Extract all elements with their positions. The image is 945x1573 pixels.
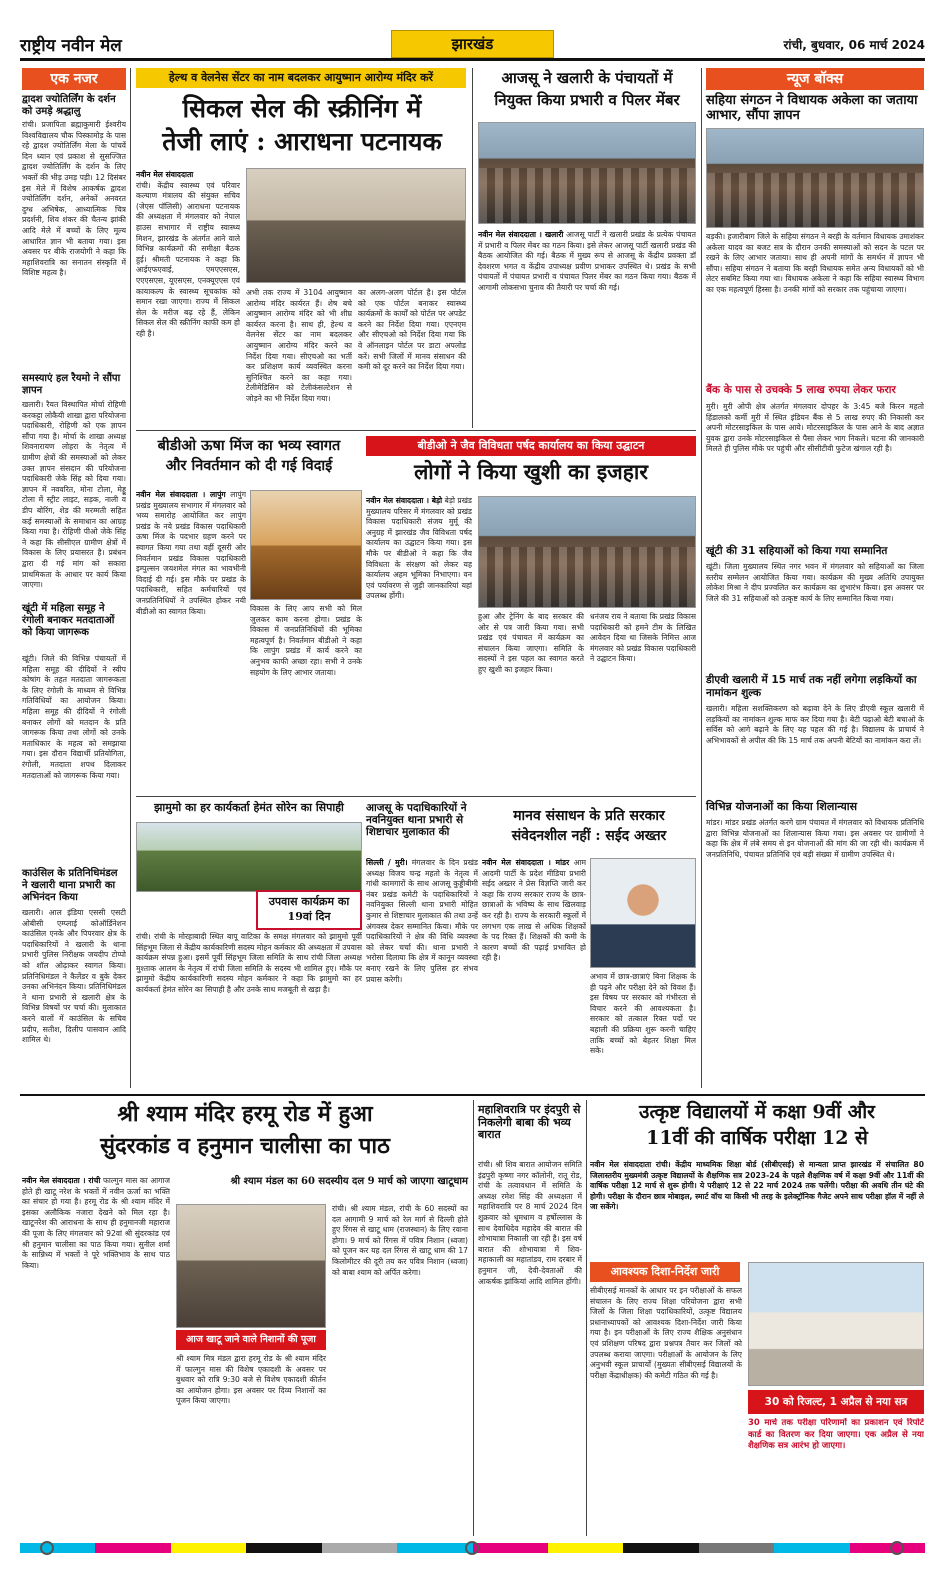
top-story-body-b: अभी तक राज्य में 3104 आयुष्मान आरोग्य मंदिर कार्यरत हैं। शेष बचे आयुष्मान आरोग्य मंदिर को भी शीघ्र कार्यरत करना है। साथ ही, हेल्थ व वेलनेस सेंटर का नाम बदलकर आयुष्मान आरोग्य मंदिर करने का निर्देश दिया गया। सीएचओ का भर्ती कर प्रशिक्षण कार्य व्यवस्थित करना सुनिश्चित करने का कहा गया। टेलीमेडिसिन को टेलीकंसल्टेशन से जोड़ने का भी निर्देश दिया गया। xyxy=(246,288,352,403)
brief-2-body: खलारी। रैयत विस्थापित मोर्चा रोहिणी करकट्टा लोकैयी शाखा द्वारा परियोजना पदाधिकारी, रोहिणी को एक ज्ञापन सौंपा गया है। मोर्चा के शाखा अध्यक्ष शिवनारायण लोहरा के नेतृत्व में ग्रामीण क्षेत्रों की समस्याओं को लेकर उक्त ज्ञापन संसदान की परियोजना पदाधिकारी जेके सिंह को दिया गया। ज्ञापन में नववरित, मोना टोला, मेड्डू टोला में स्ट्रीट लाइट, सड़क, नाली व डीप बोरिंग, शेड की मरम्मती सहित कई समस्याओं के समाधान का आग्रह किया गया है। रोहिणी पीओ जेके सिंह ने कहा कि सीसीएल ग्रामीण क्षेत्रों में विकास के लिए प्रयासरत है। प्रबंधन द्वारा दी गई मांग को सकारा प्राथमिकता के आधार पर कार्य किया जाएगा। xyxy=(22,400,126,590)
section-label: झारखंड xyxy=(391,30,555,58)
biodiversity-text-a: बेड़ो प्रखंड मुख्यालय परिसर में मंगलवार को प्रखंड विकास पदाधिकारी संजय मुर्मू की अनुग्रह में झारखंड जैव विविधता पर्षद कार्यालय का उद्घाटन किया गया। इस मौके पर बीडीओ ने कहा कि जैव विविधता के संरक्षण को लेकर यह कार्यालय अहम भूमिका निभाएगा। वन एवं पर्यावरण से जुड़ी जानकारियां यहां उपलब्ध होंगी। xyxy=(366,496,472,601)
exam-headline-1: उत्कृष्ट विद्यालयों में कक्षा 9वीं और xyxy=(639,1101,875,1123)
shyam-text-a: फाल्गुन मास का आगाज होते ही खाटू नरेश के भक्तों में नवीन ऊर्जा का भक्ति का संचार हो गया है। हरमू रोड के श्री श्याम मंदिर में इसका अलौकिक नजारा देखने को मिल रहा है। खाटूनरेश की आराधना के साथ ही हनुमानजी महाराज की पूजा के लिए मंगलवार को 92वां श्री सुंदरकांड एवं श्री हनुमान चालीसा का पाठ किया गया। सुनील शर्मा के सान्निध्य में भक्तों ने पूरे भक्तिभाव के साथ पाठ किया। xyxy=(22,1176,170,1270)
shivratri-headline: महाशिवरात्रि पर इंदपुरी से निकलेगी बाबा की भव्य बारात xyxy=(478,1103,581,1142)
registration-mark-right xyxy=(890,1541,904,1555)
newspaper-title: राष्ट्रीय नवीन मेल xyxy=(20,35,122,56)
ajsu-khalari-byline: नवीन मेल संवाददाता । खलारी xyxy=(478,230,564,239)
bdo-welcome-photo xyxy=(250,490,362,600)
jmm-headline: झामुमो का हर कार्यकर्ता हेमंत सोरेन का सिपाही xyxy=(154,801,344,814)
bdo-text-a: लापुंग प्रखंड मुख्यालय सभागार में मंगलवार को भव्य समारोह आयोजित कर लापुंग प्रखंड के नये प्रखंड विकास पदाधिकारी ऊषा मिंज के पदभार ग्रहण करने पर स्वागत किया गया तथा वहीं दूसरी ओर निवर्तमान प्रखंड विकास पदाधिकारी इम्पुल्सन जयशमेल मंगल का भावभीनी विदाई दी गई। इस मौके पर प्रखंड के पदाधिकारी, सहित कर्मचारियों एवं जनप्रतिनिधियों ने उपस्थित होकर नयी बीडीओ का स्वागत किया। xyxy=(136,490,246,616)
shilanyas-headline: विभिन्न योजनाओं का किया शिलान्यास xyxy=(706,800,858,813)
bank-theft-headline: बैंक के पास से उचक्के 5 लाख रुपया लेकर फरार xyxy=(706,384,896,396)
bdo-headline-1: बीडीओ ऊषा मिंज का भव्य स्वागत xyxy=(157,437,341,454)
ajsu-khalari-text: आजसू पार्टी ने खलारी प्रखंड के प्रत्येक पंचायत में प्रभारी व पिलर मेंबर का गठन किया। इसे लेकर आजसू पार्टी खलारी प्रखंड की बैठक आयोजित की गई। बैठक में मुख्य रूप से आजसू के केंद्रीय प्रवक्ता डॉ देवशरण भगत व केंद्रीय उपाध्यक्ष प्रवीण प्रभाकर उपस्थित थे। प्रखंड के सभी पंचायतों में पंचायत प्रभारी व पंचायत पिलर मेंबर का गठन किया गया। बैठक में आगामी लोकसभा चुनाव की तैयारी पर चर्चा की गई। xyxy=(478,230,696,292)
ajsu-thana-headline: आजसू के पदाधिकारियों ने नवनियुक्त थाना प्रभारी से शिष्टाचार मुलाकात की xyxy=(366,802,467,839)
biodiversity-headline: लोगों ने किया खुशी का इजहार xyxy=(414,459,648,484)
shilanyas-body: मांडर। मांडर प्रखंड अंतर्गत करगे ग्राम पंचायत में मंगलवार को विधायक प्रतिनिधि द्वारा विभिन्न योजनाओं का शिलान्यास किया गया। इस अवसर पर ग्रामीणों ने कहा कि क्षेत्र में लंबे समय से इन योजनाओं की मांग की जा रही थी। कार्यक्रम में जनप्रतिनिधि, पंचायत प्रतिनिधि एवं बड़ी संख्या में ग्रामीण उपस्थित थे। xyxy=(706,818,924,859)
brief-3-headline: खूंटी में महिला समूह ने रंगोली बनाकर मतदाताओं को किया जागरूक xyxy=(22,603,115,638)
mid-divider-2 xyxy=(136,796,696,797)
shyam-body-c: रांची। श्री श्याम मंडल, रांची के 60 सदस्यों का दल आगामी 9 मार्च को रेल मार्ग से दिल्ली होते हुए रिंगस से खाटू धाम (राजस्थान) के लिए रवाना होगा। 9 मार्च को रिंगस में पवित्र निशान (ध्वजा) को पूजन कर यह दल रिंगस से खाटू धाम की 17 किलोमीटर की दूरी तय कर पवित्र निशान (ध्वजा) को बाबा श्याम को अर्पित करेगा। xyxy=(332,1204,468,1277)
biodiversity-body-b: हुआ और ट्रेनिंग के बाद सरकार की ओर से पत्र जारी किया गया। सभी प्रखंड एवं पंचायत में कार्यक्रम का संचालन किया जाएगा। समिति के सदस्यों ने इस पहल का स्वागत करते हुए खुशी का इजहार किया। xyxy=(478,612,584,674)
brief-4-headline: काउंसिल के प्रतिनिधिमंडल ने खलारी थाना प्रभारी का अभिनंदन किया xyxy=(22,868,118,903)
brief-1-headline: द्वादश ज्योतिर्लिंग के दर्शन को उमड़े श्रद्धालु xyxy=(22,94,116,117)
ajsu-khalari-body xyxy=(478,230,696,420)
hr-body-a xyxy=(482,858,586,1088)
masthead xyxy=(20,30,925,58)
shivratri-body: रांची। श्री शिव बारात आयोजन समिति इंद्रपुरी कृष्णा नगर कॉलोनी, रातू रोड, रांची के तत्वावधान में समिति के अध्यक्ष रमेश सिंह की अध्यक्षता में महाशिवरात्रि पर 8 मार्च 2024 दिन शुक्रवार को धूमधाम व हर्षोल्लास के साथ देवाधिदेव महादेव की बारात की शोभायात्रा निकाली जा रही है। इस वर्ष बारात की शोभायात्रा में शिव-महाकाली का महातांडव, राम दरबार में हनुमान जी, देवी-देवताओं की आकर्षक झांकियां आदि शामिल होंगी। xyxy=(478,1160,582,1286)
top-story-body-a xyxy=(136,170,240,420)
brief-2-headline: समस्याएं हल रैयमो ने सौंपा ज्ञापन xyxy=(22,373,121,396)
mid-divider xyxy=(136,430,696,431)
exam-lead: नवीन मेल संवाददाता रांची। केंद्रीय माध्यमिक शिक्षा बोर्ड (सीबीएसई) से मान्यता प्राप्त झारखंड में संचालित 80 जिलास्तरीय मुख्यमंत्री उत्कृष्ट विद्यालयों के शैक्षणिक सत्र 2023-24 के पहले शैक्षणिक वर्ष में कक्षा 9वीं और 11वीं की वार्षिक परीक्षा 12 मार्च से शुरू होगी। ये परीक्षाएं 12 से 22 मार्च 2024 तक चलेंगी। परीक्षा की अवधि तीन घंटे की होगी। परीक्षा के दौरान छात्र मोबाइल, स्मार्ट वॉच या किसी भी तरह के इलेक्ट्रॉनिक गैजेट अपने साथ परीक्षा हॉल में नहीं ले जा सकेंगे। xyxy=(590,1160,924,1212)
top-story-body-c: का अलग-अलग पोर्टल है। इस पोर्टल को एक पोर्टल बनाकर स्वास्थ्य कार्यक्रमों के कार्यों को पोर्टल पर अपडेट करने का निर्देश दिया गया। एएनएम और सीएचओ को निर्देश दिया गया कि वे ऑनलाइन पोर्टल पर डाटा अपलोड करें। सभी जिलों में मानव संसाधन की कमी को दूर करने का निर्देश दिया गया। xyxy=(358,288,466,372)
bdo-body-a xyxy=(136,490,246,790)
shyam-headline-2: सुंदरकांड व हनुमान चालीसा का पाठ xyxy=(100,1133,390,1159)
nishan-puja-caption: आज खाटू जाने वाले निशानों की पूजा xyxy=(176,1330,326,1350)
spokesperson-portrait xyxy=(590,858,696,968)
biodiversity-kicker: बीडीओ ने जैव विविधता पर्षद कार्यालय का किया उद्घाटन xyxy=(366,436,696,456)
hr-text-a: आम आदमी पार्टी के प्रदेश मीडिया प्रभारी सईद अख्तर ने प्रेस विज्ञप्ति जारी कर कहा कि राज्य सरकार राज्य के छात्र-छात्राओं के भविष्य के साथ खिलवाड़ कर रही है। राज्य के सरकारी स्कूलों में लगभग एक लाख से अधिक शिक्षकों के पद रिक्त हैं। शिक्षकों की कमी के कारण बच्चों की पढ़ाई प्रभावित हो रही है। xyxy=(482,858,586,963)
left-column-rule xyxy=(130,68,131,1088)
exam-headline-2: 11वीं की वार्षिक परीक्षा 12 से xyxy=(646,1127,868,1149)
brief-4-body: खलारी। आल इंडिया एससी एसटी ओबीसी एम्प्लाई कोऑर्डिनेशन काउंसिल एनके और पिपरवार क्षेत्र के पदाधिकारियों ने खलारी के थाना प्रभारी पुलिस निरीक्षक जयदीप टोप्पो को शॉल ओढ़ाकर स्वागत किया। प्रतिनिधिमंडल ने कैलेंडर व बुके देकर उनका अभिनंदन किया। प्रतिनिधिमंडल ने थाना प्रभारी से खलारी क्षेत्र के विभिन्न विषयों पर चर्चा की। मुलाकात करने वालों में काउंसिल के सचिव प्रदीप, सतीश, दिलीप पासवान आदि शामिल थे। xyxy=(22,908,126,1045)
shyam-body-a xyxy=(22,1176,170,1536)
shyam-headline-1: श्री श्याम मंदिर हरमू रोड में हुआ xyxy=(117,1101,373,1127)
ajsu-thana-body xyxy=(366,858,478,1088)
ajsu-khalari-headline-1: आजसू ने खलारी के पंचायतों में xyxy=(501,69,673,87)
registration-mark-left xyxy=(40,1541,54,1555)
bottom-rule-2 xyxy=(586,1100,587,1536)
center-rule-1 xyxy=(472,68,473,428)
top-story-kicker: हेल्थ व वेलनेस सेंटर का नाम बदलकर आयुष्मान आरोग्य मंदिर करें xyxy=(136,68,466,88)
hr-headline-1: मानव संसाधन के प्रति सरकार xyxy=(513,808,665,824)
dav-body: खलारी। महिला सशक्तिकरण को बढ़ावा देने के लिए डीएवी स्कूल खलारी में लड़कियों का नामांकन शुल्क माफ कर दिया गया है। बेटी पढ़ाओ बेटी बचाओ के सर्विस को आगे बढ़ाने के लिए यह पहल की गई है। विद्यालय के प्राचार्य ने अभिभावकों से अपील की कि 15 मार्च तक अपनी बेटियों का नामांकन करा लें। xyxy=(706,704,924,745)
dateline: रांची, बुधवार, 06 मार्च 2024 xyxy=(783,37,925,52)
sahiya-photo xyxy=(706,128,924,228)
top-story-byline: नवीन मेल संवाददाता xyxy=(136,170,194,179)
biodiversity-body-a xyxy=(366,496,472,790)
dav-headline: डीएवी खलारी में 15 मार्च तक नहीं लगेगा लड़कियों का नामांकन शुल्क xyxy=(706,674,917,699)
news-box-header: न्यूज बॉक्स xyxy=(706,68,924,90)
hr-headline-2: संवेदनशील नहीं : सईद अख्तर xyxy=(511,828,667,844)
meeting-photo xyxy=(246,168,466,283)
school-photo xyxy=(748,1262,924,1386)
shyam-body-b: श्री श्याम मित्र मंडल द्वारा हरमू रोड के श्री श्याम मंदिर में फाल्गुन मास की विशेष एकादशी के अवसर पर बुधवार को रात्रि 9:30 बजे से विशेष एकादशी कीर्तन का आयोजन होगा। इस अवसर पर दिव्य निशानों का पूजन किया जाएगा। xyxy=(176,1354,326,1406)
guidelines-header: आवश्यक दिशा-निर्देश जारी xyxy=(590,1262,740,1282)
biodiversity-body-c: धनंजय राय ने बताया कि प्रखंड विकास पदाधिकारी को हमने टीम के लिखित आवेदन दिया था जिसके निमित्त आज मंगलवार को प्रखंड विकास पदाधिकारी ने उद्घाटन किया। xyxy=(590,612,696,664)
khunti-sahiya-body: खूंटी। जिला मुख्यालय स्थित नगर भवन में मंगलवार को सहियाओं का जिला स्तरीय सम्मेलन आयोजित किया गया। कार्यक्रम की मुख्य अतिथि उपायुक्त लोकेश मिश्रा ने दीप प्रज्वलित कर कार्यक्रम का शुभारंभ किया। इस अवसर पर जिले की 31 सहियाओं को उत्कृष्ट कार्य के लिए सम्मानित किया गया। xyxy=(706,562,924,603)
sahiya-headline: सहिया संगठन ने विधायक अकेला का जताया आभार, सौंपा ज्ञापन xyxy=(706,93,918,123)
top-story-text-a: रांची। केंद्रीय स्वास्थ्य एवं परिवार कल्याण मंत्रालय की संयुक्त सचिव (जेएस पॉलिसी) आराधना पटनायक की अध्यक्षता में मंगलवार को नेपाल हाउस सभागार में राष्ट्रीय स्वास्थ्य मिशन, झारखंड के अंतर्गत आने वाले विभिन्न कार्यक्रमों की समीक्षा बैठक हुई। श्रीमती पटनायक ने कहा कि आईएफएवाई, एमएएसएस, एएएसएस, यूएसएस, एनक्यूएएस एवं कायाकल्प के स्वास्थ्य सूचकांक को समान रखा जाएगा। राज्य में सिकल सेल के मरीज बढ़ रहे हैं, लेकिन सिकल सेल की स्क्रीनिंग काफी कम हो रही है। xyxy=(136,180,240,338)
result-body: 30 मार्च तक परीक्षा परिणामों का प्रकाशन एवं रिपोर्ट कार्ड का वितरण कर दिया जाएगा। एक अप्रैल से नया शैक्षणिक सत्र आरंभ हो जाएगा। xyxy=(748,1418,924,1451)
sahiya-body: बड़की। हजारीबाग जिले के सहिया संगठन ने बरही के वर्तमान विधायक उमाशंकर अकेला यादव का बजट सत्र के दौरान उनकी समस्याओं को सदन के पटल पर रखने के लिए आभार जताया। साथ ही अपनी मांगों के समर्थन में ज्ञापन भी सौंपा। सहिया संगठन ने बताया कि बरही विधायक समेत अन्य विधायकों को भी लेटर सबमिट किया गया था। विधायक अकेला ने कहा कि सहिया स्वास्थ्य विभाग का एक महत्वपूर्ण हिस्सा है। उनकी मांगों को सरकार तक पहुंचाया जाएगा। xyxy=(706,232,924,294)
bdo-headline-2: और निवर्तमान को दी गई विदाई xyxy=(165,457,333,474)
ajsu-thana-byline: सिल्ली / मुरी। xyxy=(366,858,408,867)
registration-mark-center xyxy=(465,1541,479,1555)
result-badge: 30 को रिजल्ट, 1 अप्रैल से नया सत्र xyxy=(748,1390,924,1414)
guidelines-body: सीबीएसई मानकों के आधार पर इन परीक्षाओं के सफल संचालन के लिए राज्य शिक्षा परियोजना द्वारा सभी जिलों के जिला शिक्षा पदाधिकारियों, उत्कृष्ट विद्यालय प्रधानाध्यापकों को आवश्यक दिशा-निर्देश जारी किया गया है। इन परीक्षाओं के लिए राज्य शैक्षिक अनुसंधान एवं प्रशिक्षण परिषद द्वारा प्रश्नपत्र तैयार कर जिलों को उपलब्ध कराया जाएगा। परीक्षाओं के आयोजन के लिए अनुभवी स्कूल प्राचार्यों (मुख्यतः सीबीएसई विद्यालयों के परीक्षा केंद्राधीक्षक) की कमेटी गठित की गई है। xyxy=(590,1286,742,1380)
ajsu-meeting-photo xyxy=(478,122,696,224)
bank-theft-body: मुरी। मुरी ओपी क्षेत्र अंतर्गत मंगलवार दोपहर के 3:45 बजे किरन महतो हिंडालको कर्मी मुरी में स्थित इंडियन बैंक से 5 लाख रुपए की निकासी कर अपनी मोटरसाइकिल के पास आये। मोटरसाइकिल के पास आने के बाद अज्ञात युवक द्वारा उनके मोटरसाइकिल से पैसा लेकर भाग निकले। घटना की जानकारी मिलते ही पुलिस मौके पर पहुंची और सीसीटीवी फुटेज खंगाल रही है। xyxy=(706,402,924,454)
bottom-rule-1 xyxy=(473,1100,474,1536)
top-story-headline-2: तेजी लाएं : आराधना पटनायक xyxy=(162,127,442,156)
jmm-caption: उपवास कार्यक्रम का 19वां दिन xyxy=(256,890,362,930)
bdo-body-b: विकास के लिए आप सभी को मिल जुलकर काम करना होगा। प्रखंड के विकास में जनप्रतिनिधियों की भूमिका महत्वपूर्ण है। निवर्तमान बीडीओ ने कहा कि लापुंग प्रखंड में कार्य करने का अनुभव काफी अच्छा रहा। सभी ने उनके सहयोग के लिए आभार जताया। xyxy=(250,604,362,677)
center-rule-2 xyxy=(701,68,702,1088)
ajsu-thana-text: मंगलवार के दिन प्रखंड अध्यक्ष विजय चन्द्र महतो के नेतृत्व में गांधी कामगारों के साथ आजसू कुड्डीबीमी नंबर प्रखंड कमेटी के पदाधिकारियों ने नवनियुक्त सिल्ली थाना प्रभारी मोहित कुमार से शिष्टाचार मुलाकात की तथा उन्हें अंगवस्त्र देकर सम्मानित किया। मौके पर पदाधिकारियों ने क्षेत्र की विधि व्यवस्था को लेकर चर्चा की। थाना प्रभारी ने भरोसा दिलाया कि क्षेत्र में कानून व्यवस्था बनाए रखने के लिए पुलिस हर संभव प्रयास करेगी। xyxy=(366,858,478,984)
biodiversity-photo xyxy=(478,496,696,608)
biodiversity-byline: नवीन मेल संवाददाता । बेड़ो xyxy=(366,496,443,505)
ajsu-khalari-headline-2: नियुक्त किया प्रभारी व पिलर मेंबर xyxy=(494,91,680,109)
hr-body-b: अभाव में छात्र-छात्राएं बिना शिक्षक के ही पढ़ने और परीक्षा देने को विवश हैं। इस विषय पर सरकार को गंभीरता से विचार करने की आवश्यकता है। सरकार को तत्काल रिक्त पदों पर बहाली की प्रक्रिया शुरू करनी चाहिए ताकि बच्चों को बेहतर शिक्षा मिल सके। xyxy=(590,972,696,1056)
bottom-section-rule xyxy=(20,1094,925,1096)
brief-3-body: खूंटी। जिले की विभिन्न पंचायतों में महिला समूह की दीदियों ने स्वीप कोषांग के तहत मतदाता जागरूकता के लिए रंगोली के माध्यम से विभिन्न गतिविधियों का आयोजन किया। महिला समूह की दीदियों ने रंगोली बनाकर लोगों को मतदान के प्रति जागरूक किया तथा लोगों को उनके मताधिकार के महत्व को समझाया गया। इस दौरान विद्यार्थी प्रतियोगिता, रंगोली, मतदाता शपथ दिलाकर मतदाताओं को जागरूक किया गया। xyxy=(22,654,126,780)
ek-nazar-header: एक नजर xyxy=(22,68,126,90)
hr-byline: नवीन मेल संवाददाता । मांडर xyxy=(482,858,570,867)
bdo-byline: नवीन मेल संवाददाता । लापुंग xyxy=(136,490,226,499)
masthead-rule xyxy=(20,58,925,61)
puja-photo xyxy=(176,1204,326,1328)
shyam-byline: नवीन मेल संवाददाता । रांची xyxy=(22,1176,101,1185)
shyam-dal-headline: श्री श्याम मंडल का 60 सदस्यीय दल 9 मार्च को जाएगा खाटूधाम xyxy=(230,1176,468,1187)
jmm-protest-photo xyxy=(136,822,362,892)
khunti-sahiya-headline: खूंटी की 31 सहियाओं को किया गया सम्मानित xyxy=(706,545,888,557)
brief-1-body: रांची। प्रजापिता ब्रह्माकुमारी ईश्वरीय विश्वविद्यालय चौक पिस्कामोड़ के पास रहे द्वादश ज्योतिर्लिंग मेला के पांचवें दिन ध्यान एवं प्रकाश से सुसज्जित द्वादश ज्योतिर्लिंग के दर्शन के लिए भक्तों की भीड़ उमड़ पड़ी। 12 दिसंबर इस मेले में विशेष आकर्षक द्वादश ज्योतिर्लिंग दर्शन, अनेकों अनवरत दुग्ध अभिषेक, आध्यात्मिक चित्र प्रदर्शनी, शिव शंकर की चैतन्य झांकी आदि मेले में बच्चों के लिए मूल्य आधारित ज्ञान भी बताया गया। इस अवसर पर बीके राजयोगी ने कहा कि महाशिवरात्रि का सनातन संस्कृति में विशिष्ट महत्व है। xyxy=(22,120,126,278)
jmm-body: रांची। रांची के मोरहाबादी स्थित बापू वाटिका के समक्ष मंगलवार को झामुमो पूर्वी सिंहभूम जिला से केंद्रीय कार्यकारिणी सदस्य मोहन कर्मकार की अध्यक्षता में उपवास कार्यक्रम संपन्न हुआ। इसमें पूर्वी सिंहभूम जिला समिति के साथ रांची जिला अध्यक्ष मुश्ताक आलम के नेतृत्व में रांची जिला समिति के सदस्य भी शामिल हुए। मौके पर झामुमो केंद्रीय कार्यकारिणी सदस्य मोहन कर्मकार ने कहा कि झामुमो का हर कार्यकर्ता हेमंत सोरेन का सिपाही है और उनके साथ मजबूती से खड़ा है। xyxy=(136,932,362,994)
top-story-headline-1: सिकल सेल की स्क्रीनिंग में xyxy=(182,94,422,123)
